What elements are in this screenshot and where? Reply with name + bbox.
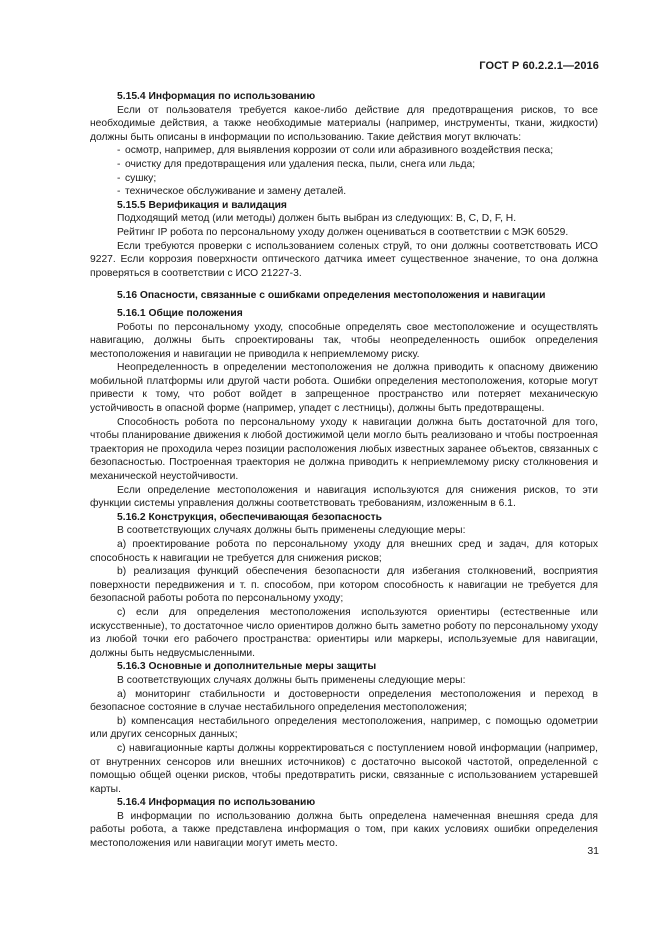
paragraph: Если определение местоположения и навигация используются для снижения рисков, то эти функции системы управления должны соответствовать требованиям, изложенным в 6.1.: [90, 484, 598, 510]
paragraph: Роботы по персональному уходу, способные определять свое местоположение и осуществлять навигацию, должны быть спроектированы так, чтобы неопределенность ошибок определения местоположения и навигации не приводила к неприемлемому риску.: [90, 321, 598, 360]
heading-5-15-4: 5.15.4 Информация по использованию: [117, 91, 316, 102]
dash-marker: -: [117, 158, 121, 170]
paragraph: Рейтинг IP робота по персональному уходу должен оцениваться в соответствии с МЭК 60529.: [117, 226, 569, 238]
measure-b: b) реализация функций обеспечения безопасности для избегания столкновений, восприятия поверхности передвижения и т. п. способом, при котором способность к навигации не требуется для безопасной работы робота по персональному уходу;: [90, 566, 598, 605]
measure-a: а) проектирование робота по персональному уходу для внешних сред и задач, для которых способность к навигации не требуется для снижения рисков;: [90, 539, 598, 564]
heading-5-16-2: 5.16.2 Конструкция, обеспечивающая безопасность: [117, 511, 382, 523]
measure-c: с) если для определения местоположения используются ориентиры (естественные или искусственные), то достаточное число ориентиров должно быть заметно роботу по персональному уходу из любой точки его рабочего пространства: ориентиры или маркеры, используемые для навигации, должны быть недвусмысленными.: [90, 606, 598, 659]
action-list: [90, 144, 598, 198]
paragraph: В информации по использованию должна быть определена намеченная внешняя среда для работы робота, а также представлена информация о том, при каких условиях ошибки определения местоположения или навигации могут иметь место.: [90, 810, 598, 850]
page-number: 31: [587, 845, 599, 857]
page-content: [90, 90, 598, 851]
heading-5-16-3: 5.16.3 Основные и дополнительные меры защиты: [117, 661, 377, 673]
list-item: - сушку;: [117, 172, 157, 184]
paragraph: Неопределенность в определении местоположения не должна приводить к опасному движению мобильной платформы или другой части робота. Ошибки определения местоположения, которые могут привести к тому, что робот войдет в запрещенное пространство или потеряет механическую устойчивость в опасной форме (например, упадет с лестницы), должны быть предотвращены.: [90, 362, 598, 415]
list-item: - техническое обслуживание и замену деталей.: [117, 186, 347, 198]
measure-a: а) мониторинг стабильности и достоверности определения местоположения и переход в безопасное состояние в случае нестабильного определения местоположения;: [90, 688, 598, 714]
document-code: ГОСТ Р 60.2.2.1—2016: [479, 60, 599, 72]
measure-b: b) компенсация нестабильного определения местоположения, например, с помощью одометрии или других сенсорных данных;: [90, 715, 598, 741]
paragraph: Подходящий метод (или методы) должен быть выбран из следующих: В, С, D, F, H.: [117, 213, 517, 225]
measure-c: с) навигационные карты должны корректироваться с поступлением новой информации (например, от внутренних сенсоров или внешних источников) с достаточно высокой частотой, определенной с помощью общей оценки рисков, чтобы предотвратить риски, связанные с использованием устаревшей карты.: [90, 742, 598, 795]
paragraph: Если от пользователя требуется какое-либо действие для предотвращения рисков, то все необходимые действия, а также необходимые материалы (например, инструменты, ткани, жидкости) должны быть описаны в информации по использованию. Такие действия могут включать:: [90, 104, 598, 143]
list-item: - очистку для предотвращения или удаления песка, пыли, снега или льда;: [117, 158, 476, 170]
dash-marker: -: [117, 172, 121, 184]
paragraph: В соответствующих случаях должны быть применены следующие меры:: [117, 674, 466, 686]
paragraph: В соответствующих случаях должны быть применены следующие меры:: [117, 525, 466, 537]
dash-marker: -: [117, 145, 121, 157]
heading-5-15-5: 5.15.5 Верификация и валидация: [117, 199, 287, 211]
list-item: - осмотр, например, для выявления коррозии от соли или абразивного воздействия песка;: [117, 145, 554, 157]
paragraph: Способность робота по персональному уходу к навигации должна быть достаточной для того, чтобы планирование движения к любой достижимой цели могло быть реализовано и чтобы построенная траектория не проходила через позиции расположения любых известных заранее объектов, связанных с безопасностью. Построенная траектория не должна приводить к неприемлемому риску столкновения и механической неустойчивости.: [90, 416, 598, 483]
dash-marker: -: [117, 186, 121, 198]
heading-5-16-4: 5.16.4 Информация по использованию: [117, 797, 316, 809]
paragraph: Если требуются проверки с использованием соленых струй, то они должны соответствовать ИСО 9227. Если коррозия поверхности оптического датчика имеет существенное значение, то она должна проверяться в соответствии с ИСО 21227-3.: [90, 240, 598, 279]
heading-5-16-1: 5.16.1 Общие положения: [117, 307, 243, 319]
heading-5-16: 5.16 Опасности, связанные с ошибками определения местоположения и навигации: [117, 290, 546, 302]
